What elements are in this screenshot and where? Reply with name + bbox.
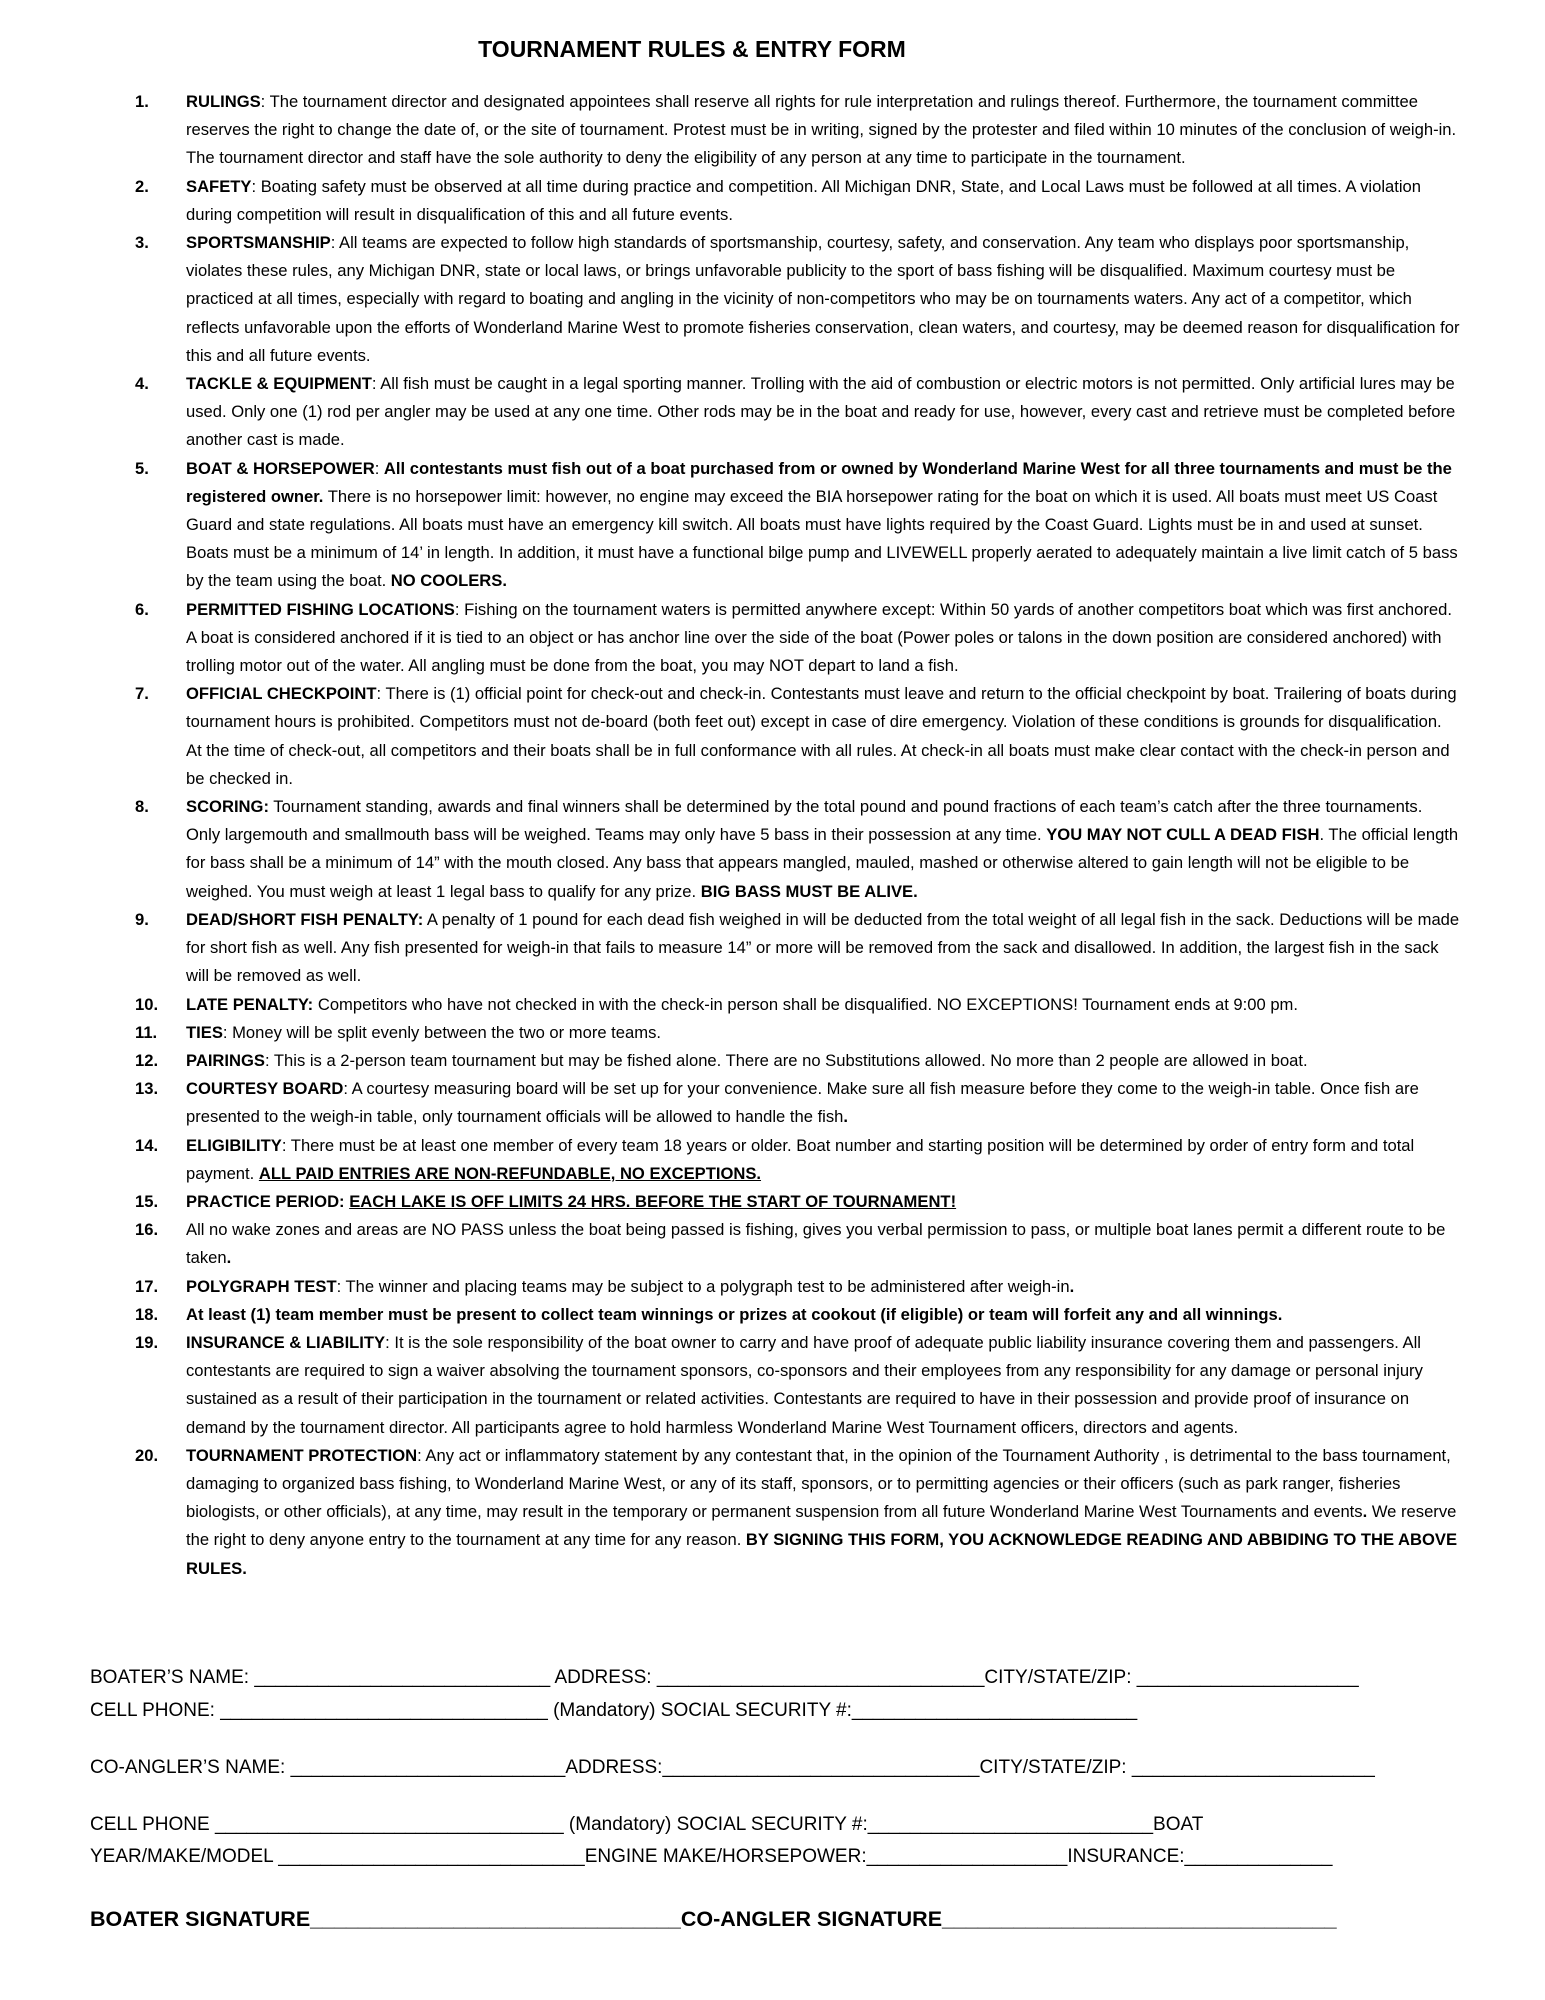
rule-text-segment: OFFICIAL CHECKPOINT	[186, 684, 377, 704]
rule-item	[130, 1442, 1460, 1583]
rule-text	[186, 455, 1460, 596]
rule-text	[186, 680, 1460, 793]
rules-list	[130, 88, 1460, 1583]
rule-item	[130, 1188, 1460, 1216]
rule-text-segment: POLYGRAPH TEST	[186, 1276, 337, 1296]
rule-text-segment: .	[226, 1248, 232, 1268]
rule-text-segment: : There must be at least one member of every team 18 years or older. Boat number and starting position will be determined by order of entry form and total payment.	[186, 1135, 1415, 1183]
rule-text-segment: : A courtesy measuring board will be set up for your convenience. Make sure all fish measure before they come to the weigh-in table. Once fish are presented to the weigh-in table, only tournament officials will be allowed to handle the fish	[186, 1079, 1419, 1127]
rule-text	[186, 1132, 1460, 1188]
rule-text-segment: All contestants must fish out of a boat purchased from or owned by Wonderland Marine West for all three tournaments and must be the registered owner.	[186, 458, 1452, 506]
rule-number: 19.	[135, 1332, 159, 1352]
rule-text	[186, 1019, 1460, 1047]
rule-text-segment: RULINGS	[186, 92, 261, 111]
rule-text-segment: TACKLE & EQUIPMENT	[186, 374, 372, 394]
rule-text-segment: INSURANCE & LIABILITY	[186, 1332, 386, 1352]
rule-text	[186, 991, 1460, 1019]
rule-item	[130, 229, 1460, 370]
boater-phone-ssn-line[interactable]: CELL PHONE: _______________________________ (Mandatory) SOCIAL SECURITY #:___________________________	[90, 1700, 1138, 1721]
rule-text-segment: : Fishing on the tournament waters is permitted anywhere except: Within 50 yards of another competitors boat which was first anchored. A boat is considered anchored if it is tied to an object or has anchor line over the side of the boat (Power poles or talons in the down position are considered anchored) with trolling motor out of the water. All angling must be done from the boat, you may NOT depart to land a fish.	[186, 599, 1452, 676]
rule-text	[186, 88, 1460, 173]
rule-item	[130, 1075, 1460, 1131]
rule-text	[186, 1047, 1460, 1075]
rule-text-segment: We reserve the right to deny anyone entry to the tournament at any time for any reason.	[186, 1502, 1457, 1550]
rule-text-segment: YOU MAY NOT CULL A DEAD FISH	[1046, 825, 1320, 845]
rule-item	[130, 1132, 1460, 1188]
rule-text	[186, 1442, 1460, 1583]
rule-number: 9.	[135, 909, 149, 929]
rule-item	[130, 370, 1460, 455]
rule-number: 2.	[135, 176, 149, 196]
rule-text-segment: : The winner and placing teams may be subject to a polygraph test to be administered after weigh-in	[336, 1276, 1070, 1296]
signature-line[interactable]: BOATER SIGNATURE_______________________________CO-ANGLER SIGNATURE_________________________________	[90, 1907, 1337, 1931]
rule-text-segment: BIG BASS MUST BE ALIVE.	[700, 881, 918, 901]
rule-text-segment: : Any act or inflammatory statement by any contestant that, in the opinion of the Tournament Authority , is detrimental to the bass tournament, damaging to organized bass fishing, to Wonderland Marine West, or any of its staff, sponsors, or to permitting agencies or their officers (such as park ranger, fisheries biologists, or other officials), at any time, may result in the temporary or permanent suspension from all future Wonderland Marine West Tournaments and events	[186, 1445, 1451, 1522]
rule-text-segment: : All fish must be caught in a legal sporting manner. Trolling with the aid of combustion or electric motors is not permitted. Only artificial lures may be used. Only one (1) rod per angler may be used at any one time. Other rods may be in the boat and ready for use, however, every cast and retrieve must be completed before another cast is made.	[186, 374, 1456, 450]
rule-item	[130, 596, 1460, 681]
rule-text-segment: : Boating safety must be observed at all time during practice and competition. All Michigan DNR, State, and Local Laws must be followed at all times. A violation during competition will result in disqualification of this and all future events.	[186, 176, 1422, 224]
rule-text-segment: : All teams are expected to follow high standards of sportsmanship, courtesy, safety, and conservation. Any team who displays poor sportsmanship, violates these rules, any Michigan DNR, state or local laws, or brings unfavorable publicity to the sport of bass fishing will be disqualified. Maximum courtesy must be practiced at all times, especially with regard to boating and angling in the vicinity of non-competitors who may be on tournaments waters. Any act of a competitor, which reflects unfavorable upon the efforts of Wonderland Marine West to promote fisheries conservation, clean waters, and courtesy, may be deemed reason for disqualification for this and all future events.	[186, 233, 1460, 365]
rule-text	[186, 1301, 1460, 1329]
rule-text-segment: .	[843, 1107, 849, 1127]
rule-text	[186, 370, 1460, 455]
rule-item	[130, 793, 1460, 906]
rule-number: 4.	[135, 374, 149, 394]
rule-text-segment: TIES	[186, 1022, 223, 1042]
rule-text	[186, 229, 1460, 370]
rule-number: 20.	[135, 1445, 159, 1465]
rule-number: 6.	[135, 599, 149, 619]
rule-text-segment: SCORING:	[186, 797, 269, 817]
rule-text-segment: : There is (1) official point for check-out and check-in. Contestants must leave and return to the official checkpoint by boat. Trailering of boats during tournament hours is prohibited. Competitors must not de-board (both feet out) except in case of dire emergency. Violation of these conditions is grounds for disqualification. At the time of check-out, all competitors and their boats shall be in full conformance with all rules. At check-in all boats must make clear contact with the check-in person and be checked in.	[186, 684, 1457, 788]
rule-item	[130, 906, 1460, 991]
rule-text	[186, 1075, 1460, 1131]
boat-details-line[interactable]: YEAR/MAKE/MODEL _____________________________ENGINE MAKE/HORSEPOWER:___________________INSURANCE:______________	[90, 1846, 1333, 1867]
rule-text-segment: SAFETY	[186, 176, 252, 196]
rule-text	[186, 596, 1460, 681]
rule-number: 14.	[135, 1135, 159, 1155]
rule-text	[186, 1216, 1460, 1272]
rule-item	[130, 1301, 1460, 1329]
rule-number: 11.	[135, 1022, 158, 1042]
rule-number: 7.	[135, 684, 149, 704]
rule-text-segment: All no wake zones and areas are NO PASS unless the boat being passed is fishing, gives you verbal permission to pass, or multiple boat lanes permit a different route to be taken	[186, 1220, 1446, 1268]
rule-number: 13.	[135, 1079, 159, 1099]
rule-number: 10.	[135, 994, 159, 1014]
rule-number: 12.	[135, 1050, 159, 1070]
rule-text	[186, 906, 1460, 991]
rule-text-segment: ALL PAID ENTRIES ARE NON-REFUNDABLE, NO EXCEPTIONS.	[258, 1163, 762, 1183]
rule-text-segment: COURTESY BOARD	[186, 1079, 344, 1099]
rule-text-segment: PRACTICE PERIOD:	[186, 1191, 350, 1211]
rule-text-segment: TOURNAMENT PROTECTION	[186, 1445, 418, 1465]
rule-text-segment: : This is a 2-person team tournament but may be fished alone. There are no Substitutions allowed. No more than 2 people are allowed in boat.	[264, 1050, 1308, 1070]
rule-number: 1.	[135, 92, 149, 111]
rule-text	[186, 1188, 1460, 1216]
rule-text-segment: .	[1362, 1502, 1368, 1522]
rule-number: 8.	[135, 797, 149, 817]
rule-text-segment: ELIGIBILITY	[186, 1135, 282, 1155]
rule-text-segment: SPORTSMANSHIP	[186, 233, 331, 253]
rule-number: 16.	[135, 1220, 159, 1240]
rule-item	[130, 173, 1460, 229]
rule-text-segment: DEAD/SHORT FISH PENALTY:	[186, 909, 424, 929]
rule-text-segment: NO COOLERS.	[390, 571, 507, 591]
rule-text	[186, 173, 1460, 229]
rule-number: 17.	[135, 1276, 159, 1296]
rule-text-segment: : It is the sole responsibility of the boat owner to carry and have proof of adequate public liability insurance covering them and passengers. All contestants are required to sign a waiver absolving the tournament sponsors, co-sponsors and their employees from any responsibility for any damage or personal injury sustained as a result of their participation in the tournament or related activities. Contestants are required to have in their possession and provide proof of insurance on demand by the tournament director. All participants agree to hold harmless Wonderland Marine West Tournament officers, directors and agents.	[186, 1332, 1423, 1437]
rule-text	[186, 1329, 1460, 1442]
rule-text-segment: PAIRINGS	[186, 1050, 265, 1070]
rule-item	[130, 991, 1460, 1019]
rule-text-segment: A penalty of 1 pound for each dead fish weighed in will be deducted from the total weight of all legal fish in the sack. Deductions will be made for short fish as well. Any fish presented for weigh-in that fails to measure 14” or more will be removed from the sack and disallowed. In addition, the largest fish in the sack will be removed as well.	[186, 909, 1460, 986]
rule-number: 18.	[135, 1304, 159, 1324]
rule-item	[130, 1273, 1460, 1301]
rule-number: 5.	[135, 458, 149, 478]
rule-text-segment: PERMITTED FISHING LOCATIONS	[186, 599, 455, 619]
co-angler-name-address-line[interactable]: CO-ANGLER’S NAME: __________________________ADDRESS:______________________________CITY/STATE/ZIP: _______________________	[90, 1757, 1375, 1778]
rule-text-segment: .	[1069, 1276, 1075, 1296]
rule-text	[186, 793, 1460, 906]
rule-item	[130, 88, 1460, 173]
rule-text-segment: At least (1) team member must be present to collect team winnings or prizes at cookout (if eligible) or team will forfeit any and all winnings.	[186, 1304, 1283, 1324]
rule-text-segment: LATE PENALTY:	[186, 994, 314, 1014]
rule-text-segment: : Money will be split evenly between the two or more teams.	[222, 1022, 661, 1042]
rule-item	[130, 680, 1460, 793]
rule-text-segment: Competitors who have not checked in with the check-in person shall be disqualified. NO EXCEPTIONS! Tournament ends at 9:00 pm.	[313, 994, 1298, 1014]
rule-text	[186, 1273, 1460, 1301]
rule-text-segment: There is no horsepower limit: however, no engine may exceed the BIA horsepower rating for the boat on which it is used. All boats must meet US Coast Guard and state regulations. All boats must have an emergency kill switch. All boats must have lights required by the Coast Guard. Lights must be in and used at sunset. Boats must be a minimum of 14’ in length. In addition, it must have a functional bilge pump and LIVEWELL properly aerated to adequately maintain a live limit catch of 5 bass by the team using the boat.	[186, 486, 1458, 591]
rule-text-segment: :	[374, 458, 384, 478]
rule-item	[130, 455, 1460, 596]
rule-text-segment: BOAT & HORSEPOWER	[186, 458, 375, 478]
rule-item	[130, 1019, 1460, 1047]
rule-text-segment: EACH LAKE IS OFF LIMITS 24 HRS. BEFORE THE START OF TOURNAMENT!	[349, 1191, 957, 1211]
rule-number: 15.	[135, 1191, 159, 1211]
rule-item	[130, 1216, 1460, 1272]
rule-text-segment: . The official length for bass shall be a minimum of 14” with the mouth closed. Any bass that appears mangled, mauled, mashed or otherwise altered to gain length will not be eligible to be weighed. You must weigh at least 1 legal bass to qualify for any prize.	[186, 825, 1459, 901]
rule-text-segment: Tournament standing, awards and final winners shall be determined by the total pound and pound fractions of each team’s catch after the three tournaments. Only largemouth and smallmouth bass will be weighed. Teams may only have 5 bass in their possession at any time.	[186, 797, 1423, 845]
boater-name-address-line[interactable]: BOATER’S NAME: ____________________________ ADDRESS: _______________________________CITY/STATE/ZIP: _____________________	[90, 1667, 1359, 1688]
rule-item	[130, 1329, 1460, 1442]
rule-number: 3.	[135, 233, 149, 253]
co-angler-phone-ssn-line[interactable]: CELL PHONE _________________________________ (Mandatory) SOCIAL SECURITY #:___________________________BOAT	[90, 1814, 1204, 1835]
rule-item	[130, 1047, 1460, 1075]
rule-text-segment: BY SIGNING THIS FORM, YOU ACKNOWLEDGE READING AND ABBIDING TO THE ABOVE RULES.	[186, 1530, 1458, 1578]
rule-text-segment: : The tournament director and designated appointees shall reserve all rights for rule interpretation and rulings thereof. Furthermore, the tournament committee reserves the right to change the date of, or the site of tournament. Protest must be in writing, signed by the protester and filed within 10 minutes of the conclusion of weigh-in. The tournament director and staff have the sole authority to deny the eligibility of any person at any time to participate in the tournament.	[186, 92, 1457, 168]
page-title: TOURNAMENT RULES & ENTRY FORM	[478, 36, 906, 62]
